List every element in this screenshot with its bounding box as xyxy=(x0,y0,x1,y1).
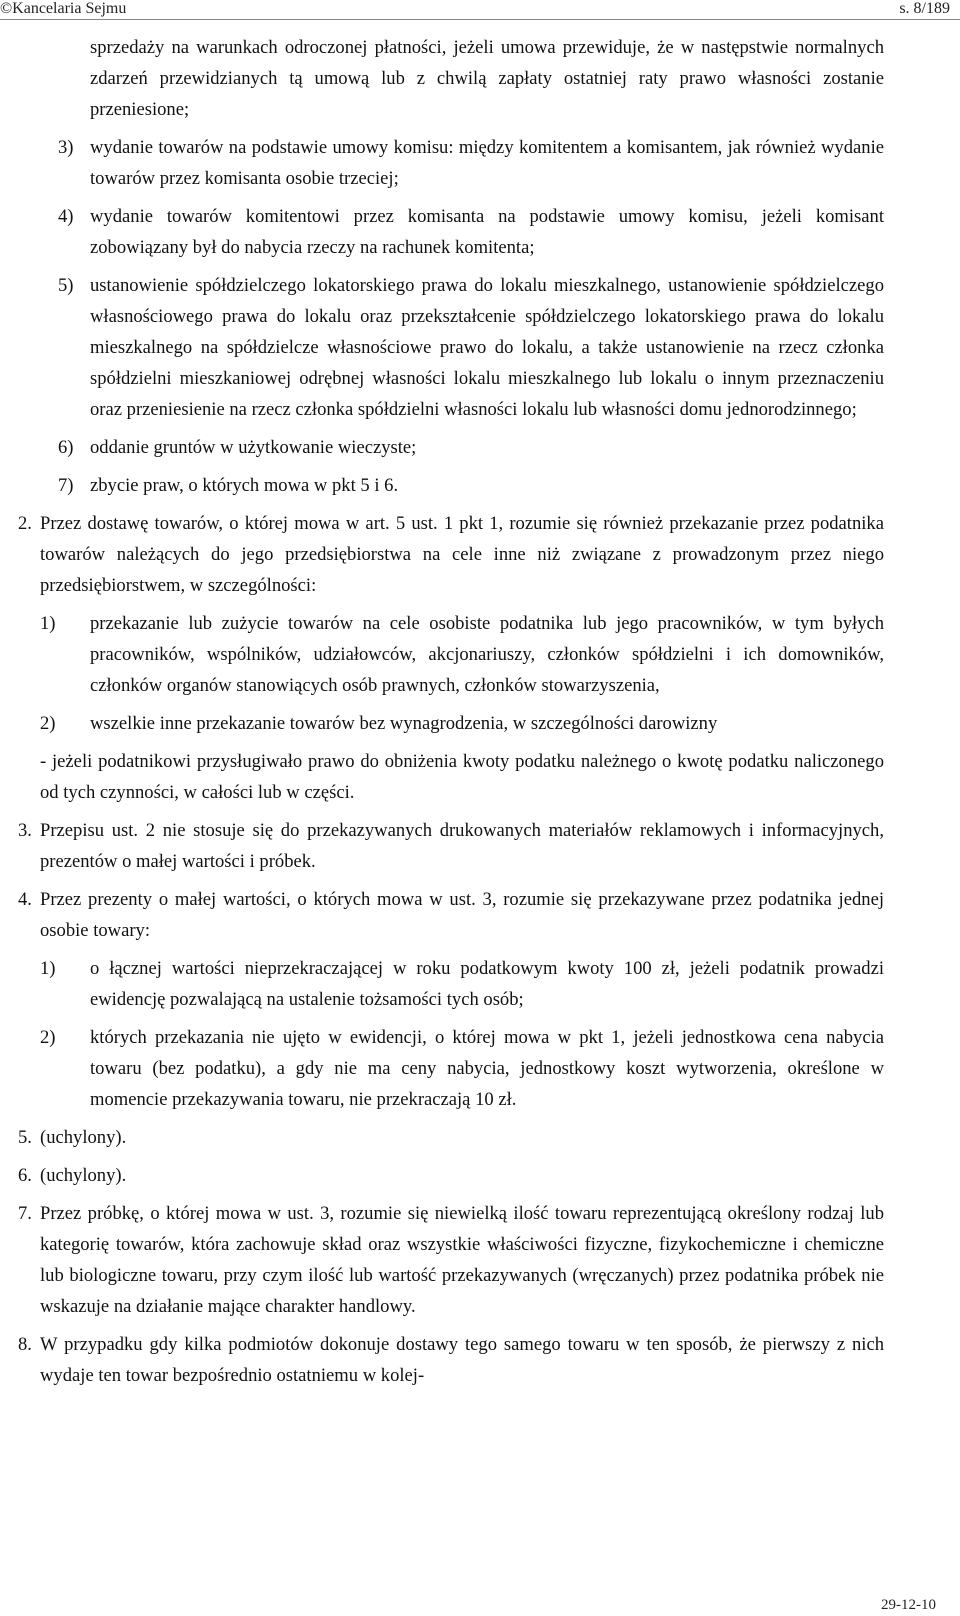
paragraph-text: (uchylony). xyxy=(40,1165,127,1186)
paragraph-number: 2) xyxy=(40,713,56,734)
paragraph-number: 7) xyxy=(58,475,74,496)
paragraph-text: zbycie praw, o których mowa w pkt 5 i 6. xyxy=(90,475,399,496)
footer-date: 29-12-10 xyxy=(881,1597,936,1613)
paragraph-number: 7. xyxy=(18,1203,32,1224)
paragraph-text: ustanowienie spółdzielczego lokatorskiego prawa do lokalu mieszkalnego, ustanowienie spółdzielczego własnościowego prawa do lokalu oraz przekształcenie spółdzielczego lokatorskiego prawa do lokalu mieszkalnego na spółdzielcze własnościowe prawo do lokalu, a także ustanowienie na rzecz członka spółdzielni mieszkaniowej odrębnej własności lokalu mieszkalnego lub lokalu o innym przeznaczeniu oraz przeniesienie na rzecz członka spółdzielni własności lokalu lub własności domu jednorodzinnego; xyxy=(90,275,884,420)
paragraph-text: wydanie towarów komitentowi przez komisanta na podstawie umowy komisu, jeżeli komisant zobowiązany był do nabycia rzeczy na rachunek komitenta; xyxy=(90,206,884,258)
paragraph-text: (uchylony). xyxy=(40,1127,127,1148)
paragraph-number: 3. xyxy=(18,820,32,841)
paragraph-number: 6) xyxy=(58,437,74,458)
paragraph-pt xyxy=(18,201,884,263)
paragraph-ust xyxy=(18,1198,884,1322)
paragraph-number: 1) xyxy=(40,958,56,979)
paragraph-text: W przypadku gdy kilka podmiotów dokonuje dostawy tego samego towaru w ten sposób, że pierwszy z nich wydaje ten towar bezpośrednio ostatniemu w kolej- xyxy=(40,1334,884,1386)
paragraph-number: 2. xyxy=(18,513,32,534)
paragraph-text: sprzedaży na warunkach odroczonej płatności, jeżeli umowa przewiduje, że w następstwie normalnych zdarzeń przewidzianych tą umową lub z chwilą zapłaty ostatniej raty prawo własności zostanie przeniesione; xyxy=(90,37,884,120)
header-divider xyxy=(0,19,960,20)
paragraph-sub xyxy=(18,1022,884,1115)
paragraph-text: - jeżeli podatnikowi przysługiwało prawo do obniżenia kwoty podatku należnego o kwotę podatku naliczonego od tych czynności, w całości lub w części. xyxy=(40,751,884,803)
paragraph-text: Przepisu ust. 2 nie stosuje się do przekazywanych drukowanych materiałów reklamowych i informacyjnych, prezentów o małej wartości i próbek. xyxy=(40,820,884,872)
paragraph-flush xyxy=(18,746,884,808)
paragraph-number: 5) xyxy=(58,275,74,296)
paragraph-ust xyxy=(18,884,884,946)
paragraph-text: Przez dostawę towarów, o której mowa w art. 5 ust. 1 pkt 1, rozumie się również przekazanie przez podatnika towarów należących do jego przedsiębiorstwa na cele inne niż związane z prowadzonym przez niego przedsiębiorstwem, w szczególności: xyxy=(40,513,884,596)
paragraph-number: 2) xyxy=(40,1027,56,1048)
paragraph-ust xyxy=(18,1122,884,1153)
paragraph-text: wszelkie inne przekazanie towarów bez wynagrodzenia, w szczególności darowizny xyxy=(90,713,718,734)
paragraph-cont xyxy=(18,32,884,125)
paragraph-text: których przekazania nie ujęto w ewidencji, o której mowa w pkt 1, jeżeli jednostkowa cena nabycia towaru (bez podatku), a gdy nie ma ceny nabycia, jednostkowy koszt wytworzenia, określone w momencie przekazywania towaru, nie przekraczają 10 zł. xyxy=(90,1027,884,1110)
paragraph-pt xyxy=(18,470,884,501)
paragraph-number: 5. xyxy=(18,1127,32,1148)
paragraph-pt xyxy=(18,432,884,463)
paragraph-ust xyxy=(18,815,884,877)
document-body xyxy=(18,32,884,1391)
paragraph-pt xyxy=(18,132,884,194)
paragraph-number: 4. xyxy=(18,889,32,910)
header-copyright: ©Kancelaria Sejmu xyxy=(0,0,127,17)
paragraph-ust xyxy=(18,1160,884,1191)
header-page-number: s. 8/189 xyxy=(899,0,950,17)
paragraph-number: 8. xyxy=(18,1334,32,1355)
paragraph-text: oddanie gruntów w użytkowanie wieczyste; xyxy=(90,437,417,458)
paragraph-pt xyxy=(18,270,884,425)
paragraph-text: przekazanie lub zużycie towarów na cele osobiste podatnika lub jego pracowników, w tym byłych pracowników, wspólników, udziałowców, akcjonariuszy, członków spółdzielni i ich domowników, członków organów stanowiących osób prawnych, członków stowarzyszenia, xyxy=(90,613,884,696)
paragraph-number: 1) xyxy=(40,613,56,634)
paragraph-ust xyxy=(18,508,884,601)
paragraph-text: wydanie towarów na podstawie umowy komisu: między komitentem a komisantem, jak również wydanie towarów przez komisanta osobie trzeciej; xyxy=(90,137,884,189)
paragraph-text: Przez próbkę, o której mowa w ust. 3, rozumie się niewielką ilość towaru reprezentującą określony rodzaj lub kategorię towarów, która zachowuje skład oraz wszystkie właściwości fizyczne, fizykochemiczne i chemiczne lub biologiczne towaru, przy czym ilość lub wartość przekazywanych (wręczanych) przez podatnika próbek nie wskazuje na działanie mające charakter handlowy. xyxy=(40,1203,884,1317)
paragraph-number: 4) xyxy=(58,206,74,227)
paragraph-sub xyxy=(18,708,884,739)
paragraph-text: Przez prezenty o małej wartości, o których mowa w ust. 3, rozumie się przekazywane przez podatnika jednej osobie towary: xyxy=(40,889,884,941)
paragraph-sub xyxy=(18,608,884,701)
paragraph-number: 6. xyxy=(18,1165,32,1186)
paragraph-number: 3) xyxy=(58,137,74,158)
paragraph-sub xyxy=(18,953,884,1015)
paragraph-text: o łącznej wartości nieprzekraczającej w roku podatkowym kwoty 100 zł, jeżeli podatnik prowadzi ewidencję pozwalającą na ustalenie tożsamości tych osób; xyxy=(90,958,884,1010)
paragraph-ust xyxy=(18,1329,884,1391)
